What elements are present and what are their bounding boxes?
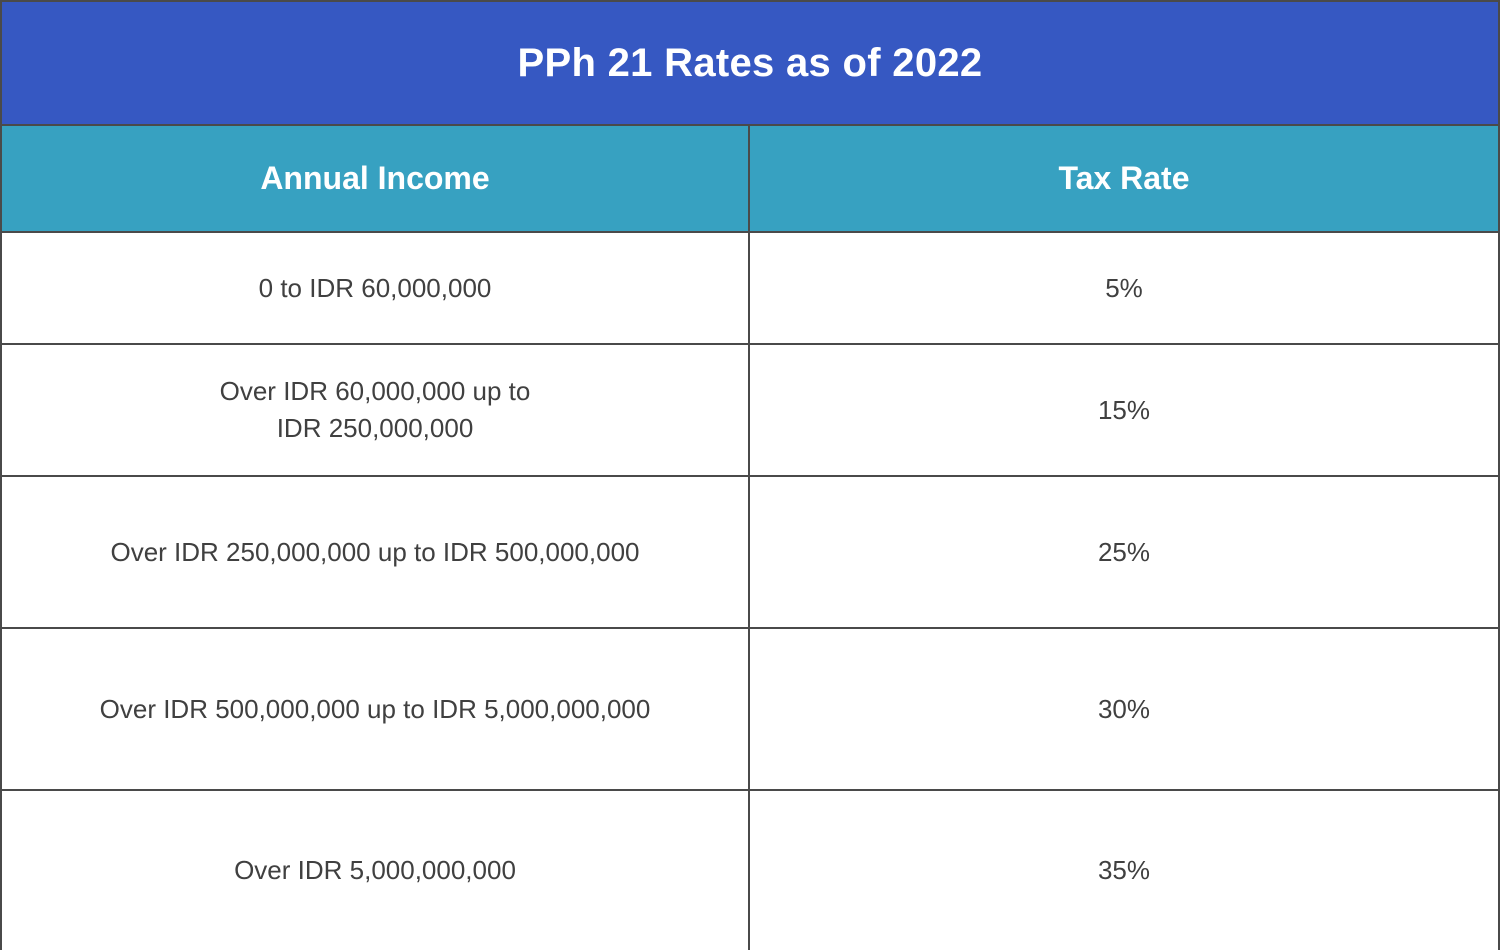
annual-income-cell: 0 to IDR 60,000,000 (2, 233, 750, 343)
table-row (2, 345, 1498, 477)
annual-income-cell: Over IDR 60,000,000 up to IDR 250,000,000 (2, 345, 750, 475)
tax-rate-cell: 30% (1097, 693, 1151, 724)
table-row (2, 791, 1498, 950)
tax-rate-cell: 5% (1105, 272, 1143, 303)
tax-rate-cell: 35% (1097, 855, 1151, 885)
annual-income-cell: Over IDR 250,000,000 up to IDR 500,000,000 (2, 477, 750, 627)
annual-income-cell: Over IDR 5,000,000,000 (2, 791, 750, 950)
tax-rate-cell: 15% (1097, 394, 1151, 425)
table-body (2, 233, 1498, 950)
table-row (2, 477, 1498, 629)
column-header-annual-income: Annual Income (2, 126, 750, 231)
header-row (2, 126, 1498, 233)
column-header-tax-rate: Tax Rate (1058, 160, 1190, 196)
tax-rate-cell: 25% (1097, 536, 1151, 567)
annual-income-cell: Over IDR 500,000,000 up to IDR 5,000,000,000 (2, 629, 750, 789)
table-title: PPh 21 Rates as of 2022 (2, 2, 1498, 126)
table-row (2, 233, 1498, 345)
table-row (2, 629, 1498, 791)
